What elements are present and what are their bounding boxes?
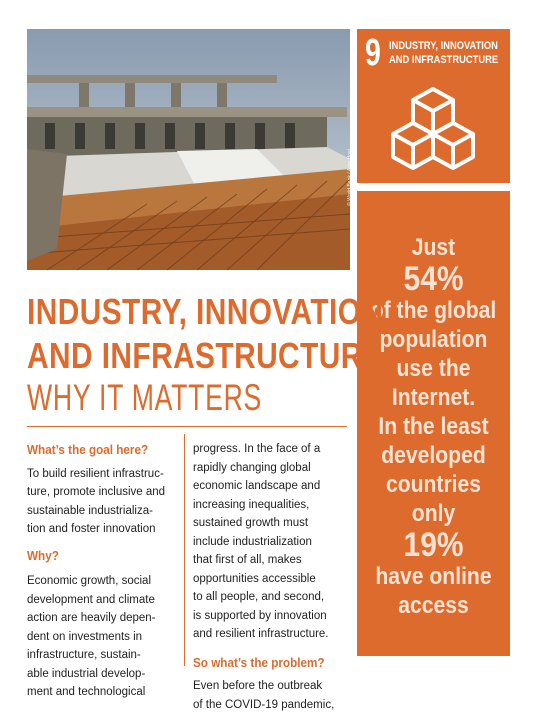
- text-line: rapidly changing global: [193, 461, 311, 474]
- text-line: sustainable industrializa-: [27, 504, 153, 517]
- text-line: increasing inequalities,: [193, 498, 310, 511]
- photo-credit: © World Bank / Arne Hoel: [347, 149, 353, 206]
- sdg-title-line2: AND INFRASTRUCTURE: [389, 54, 499, 66]
- text-line: infrastructure, sustain-: [27, 649, 141, 661]
- stat-line: Internet.: [391, 384, 476, 411]
- stat-figure-ldc: 19%: [403, 526, 464, 564]
- text-line: is supported by innovation: [193, 609, 327, 622]
- text-line: ture, promote inclusive and: [27, 486, 166, 498]
- dam-construction-illustration: [27, 29, 350, 270]
- goal-heading: What’s the goal here?: [27, 442, 149, 457]
- why-paragraph: [27, 572, 179, 702]
- text-line: progress. In the face of a: [193, 443, 321, 455]
- text-line: Even before the outbreak: [193, 680, 323, 692]
- goal-paragraph: [27, 465, 179, 539]
- title-line1: INDUSTRY, INNOVATION: [27, 291, 384, 332]
- why-heading: Why?: [27, 547, 59, 563]
- hero-photo: [27, 29, 353, 270]
- horizontal-divider: [27, 426, 347, 427]
- statistic-panel: [357, 191, 510, 656]
- stat-line: population: [379, 326, 488, 353]
- stat-line: In the least: [378, 413, 489, 440]
- text-line: action are heavily depen-: [27, 612, 156, 624]
- text-line: dent on investments in: [27, 630, 143, 643]
- sdg-badge: [357, 29, 510, 183]
- stat-figure-internet: 54%: [403, 260, 464, 298]
- text-line: To build resilient infrastruc-: [27, 467, 164, 480]
- text-line: and resilient infrastructure.: [193, 628, 329, 640]
- stat-line: access: [398, 592, 469, 619]
- text-line: tion and foster innovation: [27, 523, 156, 535]
- stat-line: Just: [411, 234, 456, 261]
- sdg-number: 9: [365, 32, 381, 74]
- problem-paragraph: [193, 677, 348, 714]
- stacked-cubes-icon: [387, 87, 479, 173]
- why-paragraph-continued: [193, 440, 348, 644]
- text-line: economic landscape and: [193, 480, 321, 492]
- text-column-right: [193, 440, 348, 714]
- text-line: Economic growth, social: [27, 575, 151, 587]
- stat-line: only: [411, 500, 456, 527]
- column-divider: [184, 434, 185, 666]
- stat-line: of the global: [370, 297, 497, 324]
- text-line: include industrialization: [193, 535, 312, 548]
- stat-line: have online: [375, 563, 492, 590]
- title-subline: WHY IT MATTERS: [27, 377, 263, 418]
- stat-line: developed: [381, 442, 486, 469]
- text-line: sustained growth must: [193, 517, 309, 529]
- problem-heading: So what’s the problem?: [193, 654, 325, 670]
- stat-line: use the: [396, 355, 471, 382]
- text-column-left: [27, 441, 179, 702]
- sdg-title: [389, 39, 517, 67]
- title-line2: AND INFRASTRUCTURE:: [27, 335, 394, 376]
- page-title: [27, 290, 468, 418]
- text-line: that first of all, makes: [193, 554, 302, 566]
- text-line: development and climate: [27, 593, 155, 606]
- text-line: opportunities accessible: [193, 572, 316, 585]
- stat-line: countries: [385, 471, 482, 498]
- text-line: of the COVID-19 pandemic,: [193, 698, 335, 711]
- text-line: able industrial develop-: [27, 667, 146, 680]
- text-line: ment and technological: [27, 686, 146, 698]
- text-line: to all people, and second,: [193, 591, 325, 603]
- sdg-title-line1: INDUSTRY, INNOVATION: [389, 40, 498, 52]
